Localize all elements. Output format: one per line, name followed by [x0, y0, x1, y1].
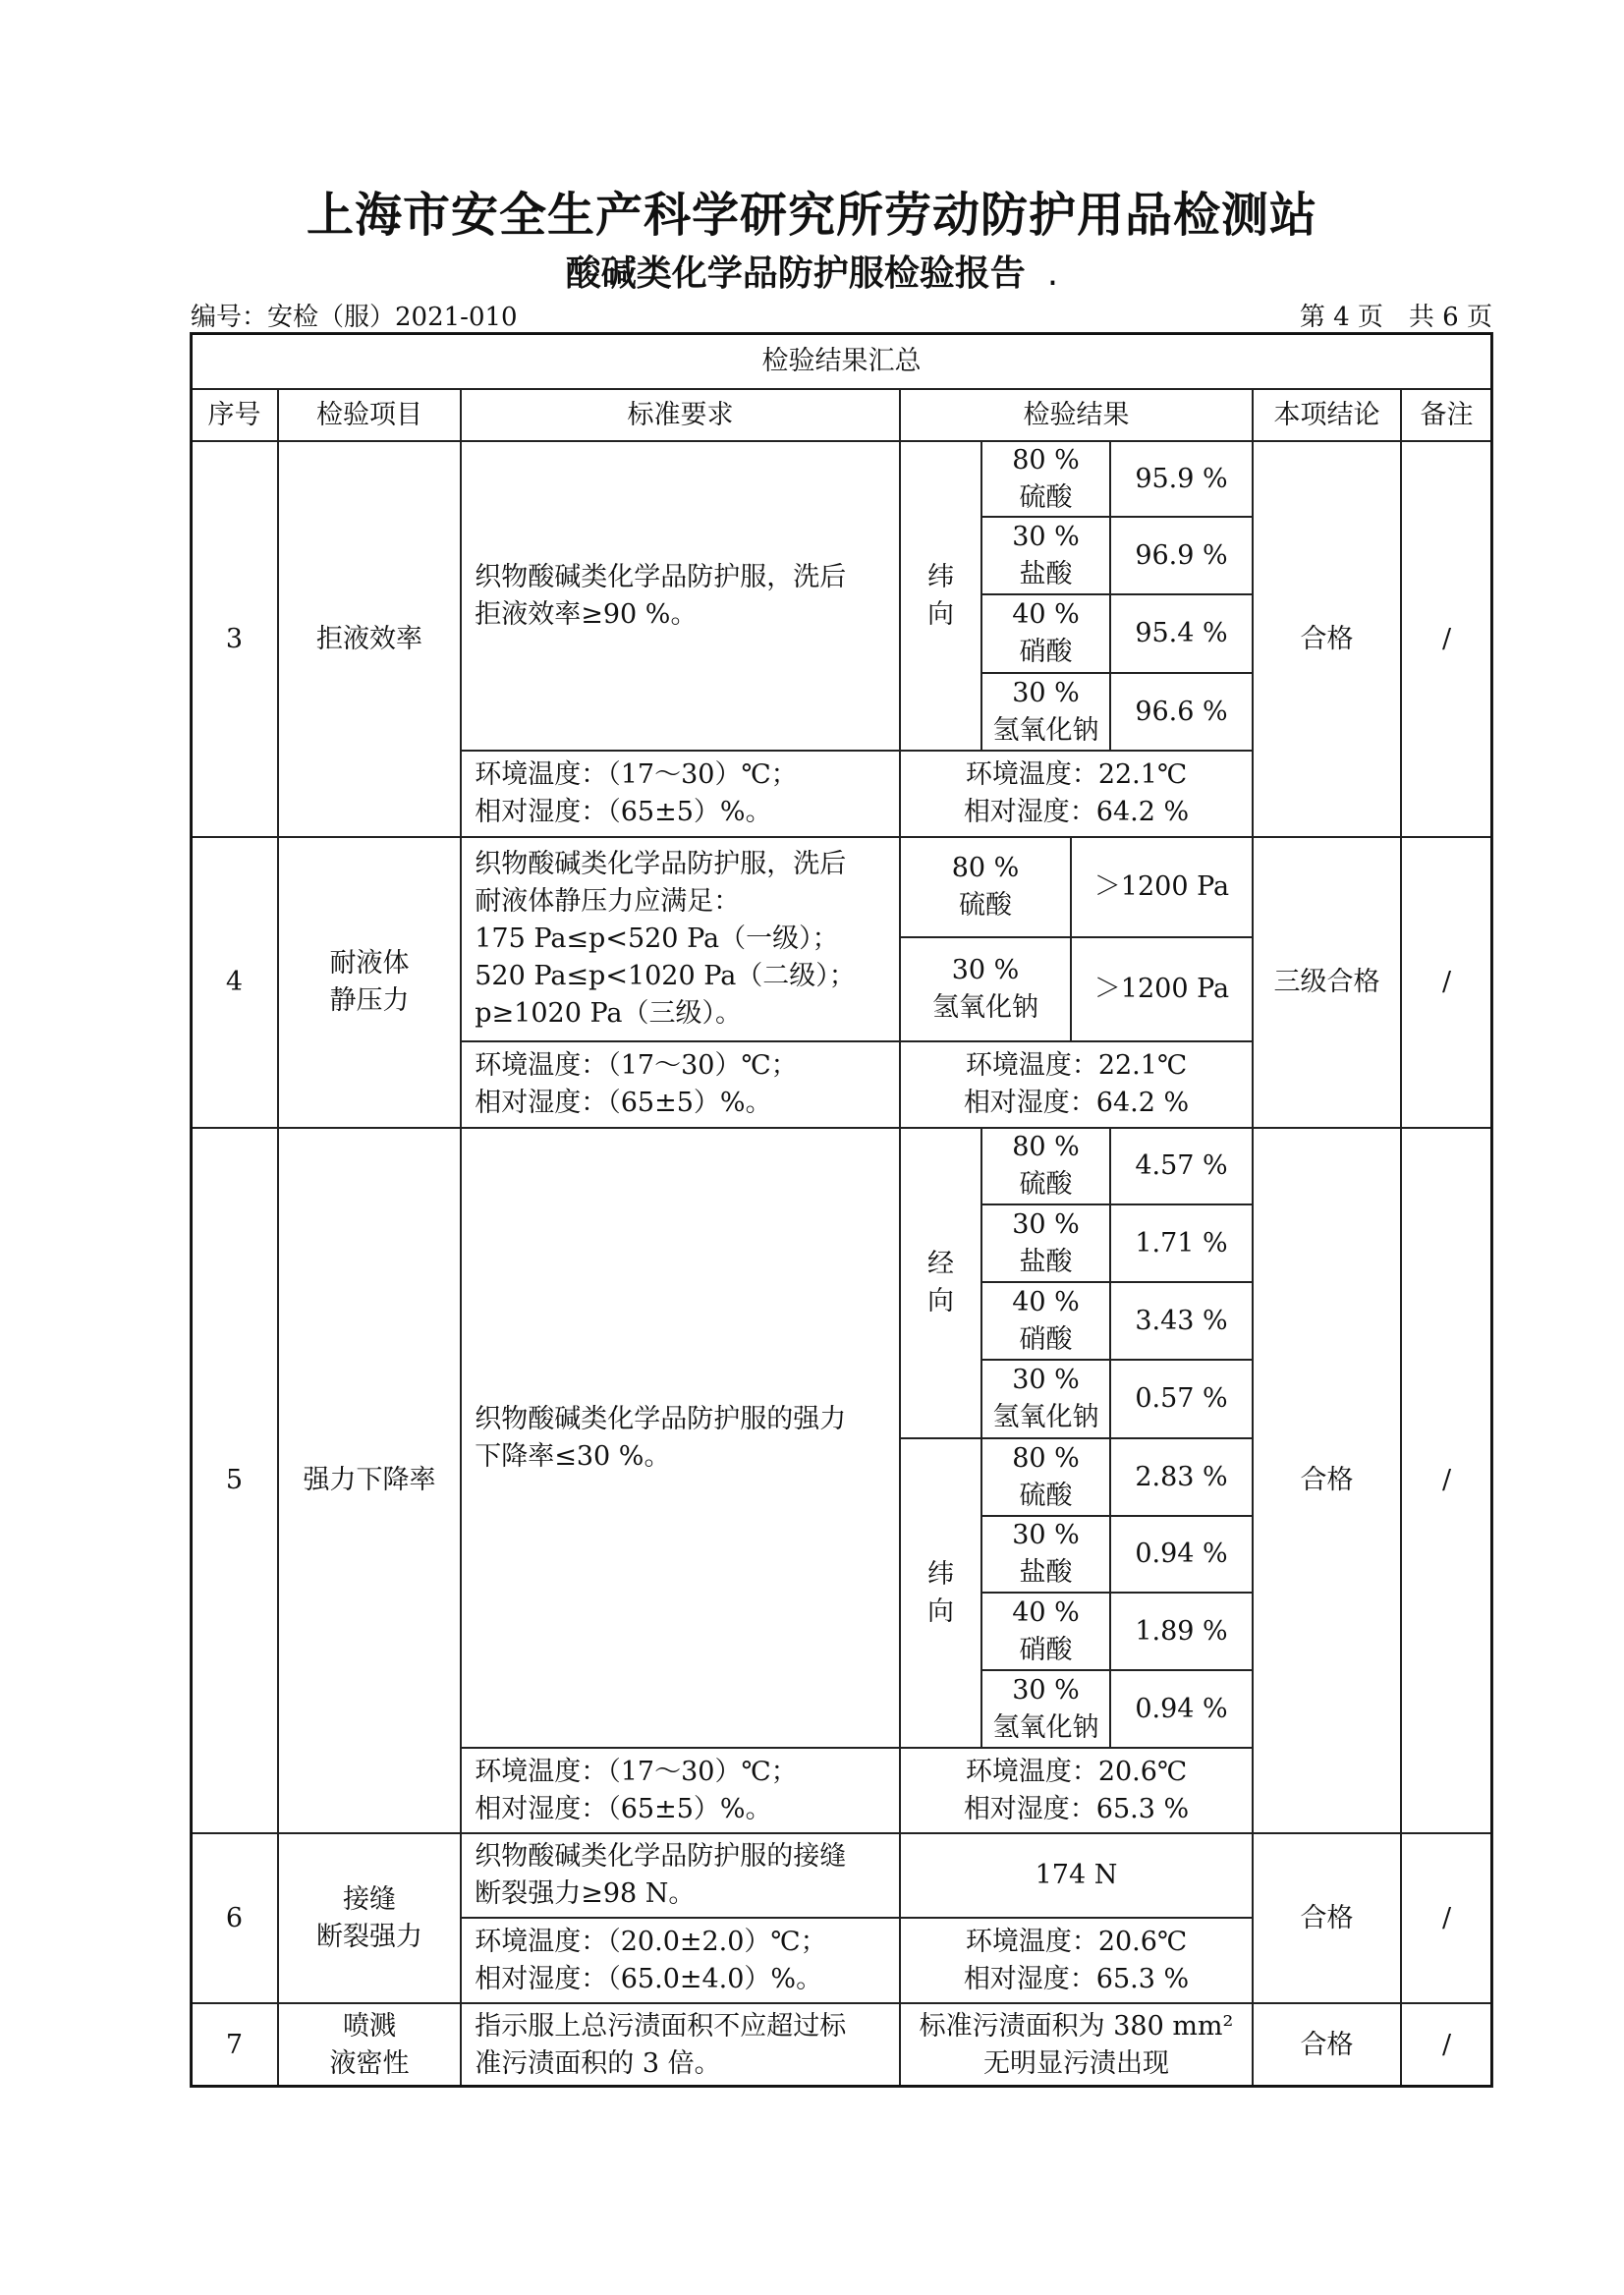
row-conclusion: 合格 — [1252, 2002, 1402, 2088]
result-value: 174 N — [899, 1832, 1254, 1919]
result-chemical: 40 % 硝酸 — [980, 1592, 1111, 1671]
env-requirement: 环境温度：（20.0±2.0）℃； 相对湿度：（65.0±4.0）%。 — [460, 1917, 901, 2004]
row-conclusion: 三级合格 — [1252, 836, 1402, 1129]
direction-weft: 纬 向 — [899, 1437, 982, 1749]
report-number: 编号：安检（服）2021-010 — [191, 303, 518, 332]
result-chemical: 30 % 盐酸 — [980, 516, 1111, 595]
row-test-item: 拒液效率 — [277, 440, 462, 838]
result-value: 0.94 % — [1109, 1669, 1254, 1749]
result-value: ＞1200 Pa — [1070, 936, 1254, 1042]
result-chemical: 30 % 氢氧化钠 — [980, 1359, 1111, 1439]
column-header-requirement: 标准要求 — [460, 388, 901, 442]
result-chemical: 80 % 硫酸 — [899, 836, 1072, 938]
result-value: 96.6 % — [1109, 672, 1254, 752]
row-test-item: 强力下降率 — [277, 1127, 462, 1834]
result-value: 0.94 % — [1109, 1515, 1254, 1594]
result-chemical: 80 % 硫酸 — [980, 1127, 1111, 1205]
row-seq: 7 — [190, 2002, 279, 2088]
row-requirement: 织物酸碱类化学品防护服的强力 下降率≤30 %。 — [460, 1127, 901, 1749]
row-test-item: 接缝 断裂强力 — [277, 1832, 462, 2004]
row-seq: 4 — [190, 836, 279, 1129]
row-remark: / — [1400, 1127, 1493, 1834]
column-header-remark: 备注 — [1400, 388, 1493, 442]
result-chemical: 30 % 盐酸 — [980, 1515, 1111, 1594]
result-chemical: 80 % 硫酸 — [980, 440, 1111, 518]
result-value: 1.89 % — [1109, 1592, 1254, 1671]
subtitle-mark: . — [1046, 253, 1059, 294]
column-header-conclusion: 本项结论 — [1252, 388, 1402, 442]
row-requirement: 织物酸碱类化学品防护服，洗后 耐液体静压力应满足： 175 Pa≤p<520 Pa（一级）； 520 Pa≤p<1020 Pa（二级）； p≥1020 Pa（三级）。 — [460, 836, 901, 1042]
row-seq: 3 — [190, 440, 279, 838]
result-chemical: 40 % 硝酸 — [980, 1281, 1111, 1361]
env-requirement: 环境温度：（17～30）℃； 相对湿度：（65±5）%。 — [460, 1747, 901, 1834]
result-chemical: 30 % 氢氧化钠 — [980, 672, 1111, 752]
env-result: 环境温度：20.6℃ 相对湿度：65.3 % — [899, 1747, 1254, 1834]
row-requirement: 织物酸碱类化学品防护服的接缝 断裂强力≥98 N。 — [460, 1832, 901, 1919]
report-subtitle — [0, 246, 1624, 296]
env-result: 环境温度：22.1℃ 相对湿度：64.2 % — [899, 1040, 1254, 1129]
env-result: 环境温度：20.6℃ 相对湿度：65.3 % — [899, 1917, 1254, 2004]
row-conclusion: 合格 — [1252, 440, 1402, 838]
report-subtitle-text: 酸碱类化学品防护服检验报告 — [565, 253, 1026, 294]
row-requirement: 指示服上总污渍面积不应超过标 准污渍面积的 3 倍。 — [460, 2002, 901, 2088]
direction-weft: 纬 向 — [899, 440, 982, 752]
row-test-item: 耐液体 静压力 — [277, 836, 462, 1129]
result-chemical: 40 % 硝酸 — [980, 593, 1111, 674]
result-value: 1.71 % — [1109, 1203, 1254, 1283]
result-chemical: 30 % 盐酸 — [980, 1203, 1111, 1283]
column-header-result: 检验结果 — [899, 388, 1254, 442]
row-conclusion: 合格 — [1252, 1127, 1402, 1834]
row-seq: 5 — [190, 1127, 279, 1834]
row-remark: / — [1400, 836, 1493, 1129]
result-value: 95.9 % — [1109, 440, 1254, 518]
env-requirement: 环境温度：（17～30）℃； 相对湿度：（65±5）%。 — [460, 750, 901, 838]
result-chemical: 30 % 氢氧化钠 — [899, 936, 1072, 1042]
row-test-item: 喷溅 液密性 — [277, 2002, 462, 2088]
result-value: 95.4 % — [1109, 593, 1254, 674]
direction-warp: 经 向 — [899, 1127, 982, 1439]
result-value: 0.57 % — [1109, 1359, 1254, 1439]
row-requirement: 织物酸碱类化学品防护服，洗后 拒液效率≥90 %。 — [460, 440, 901, 752]
row-remark: / — [1400, 2002, 1493, 2088]
row-remark: / — [1400, 440, 1493, 838]
result-value: 4.57 % — [1109, 1127, 1254, 1205]
env-result: 环境温度：22.1℃ 相对湿度：64.2 % — [899, 750, 1254, 838]
env-requirement: 环境温度：（17～30）℃； 相对湿度：（65±5）%。 — [460, 1040, 901, 1129]
result-chemical: 30 % 氢氧化钠 — [980, 1669, 1111, 1749]
result-value: 96.9 % — [1109, 516, 1254, 595]
result-chemical: 80 % 硫酸 — [980, 1437, 1111, 1517]
result-value: 标准污渍面积为 380 mm² 无明显污渍出现 — [899, 2002, 1254, 2088]
row-seq: 6 — [190, 1832, 279, 2004]
result-value: 3.43 % — [1109, 1281, 1254, 1361]
result-value: ＞1200 Pa — [1070, 836, 1254, 938]
column-header-seq: 序号 — [190, 388, 279, 442]
row-remark: / — [1400, 1832, 1493, 2004]
column-header-item: 检验项目 — [277, 388, 462, 442]
page-info: 第 4 页 共 6 页 — [1299, 303, 1492, 332]
table-caption: 检验结果汇总 — [190, 332, 1493, 390]
row-conclusion: 合格 — [1252, 1832, 1402, 2004]
result-value: 2.83 % — [1109, 1437, 1254, 1517]
report-org-title: 上海市安全生产科学研究所劳动防护用品检测站 — [306, 188, 1317, 243]
